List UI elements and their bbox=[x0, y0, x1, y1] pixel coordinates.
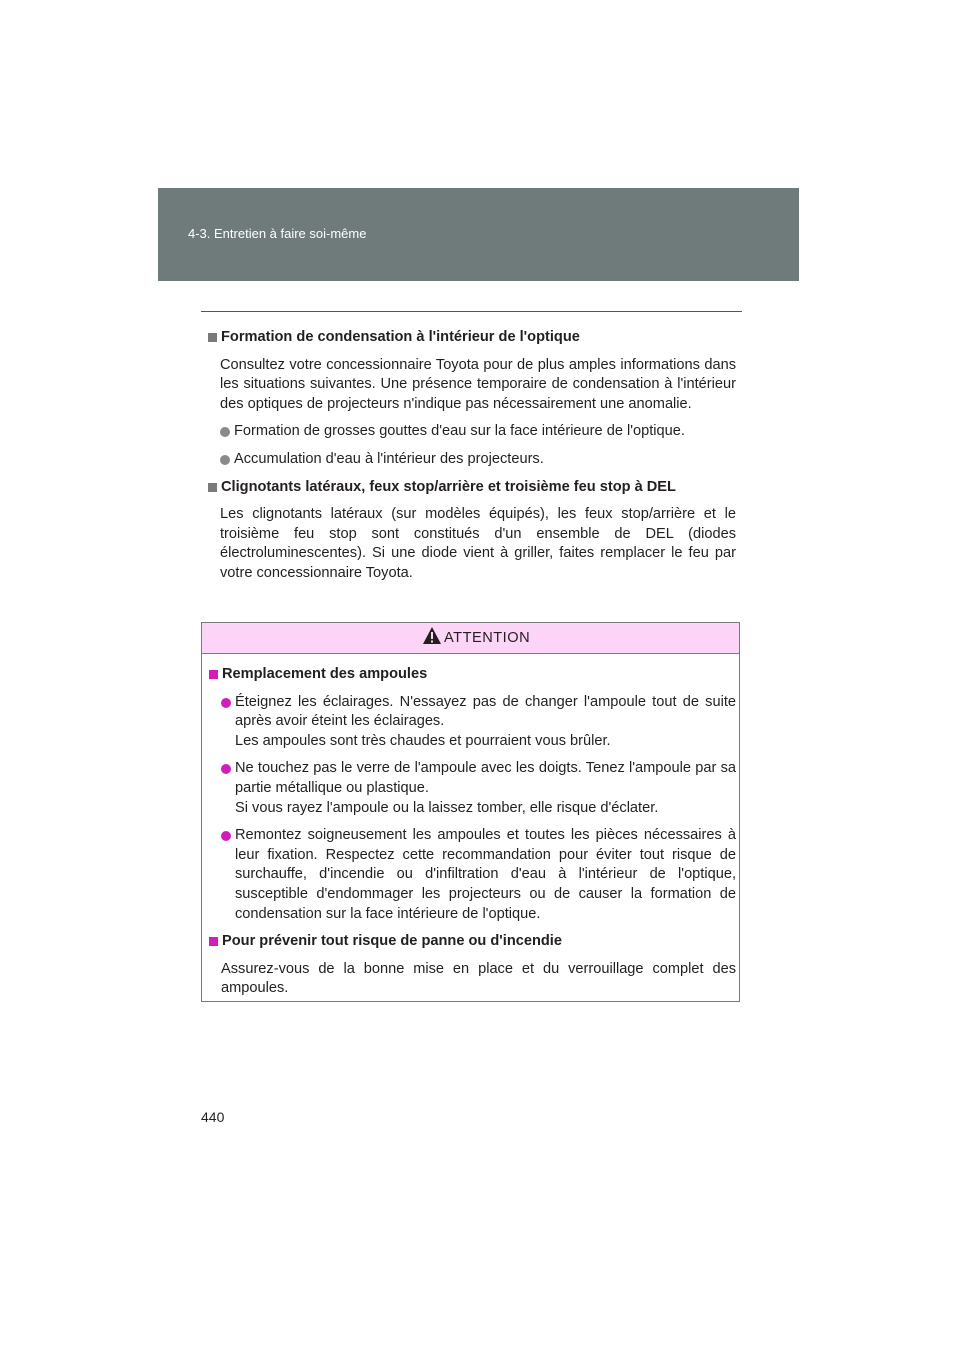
section-header bbox=[158, 188, 799, 281]
list-item bbox=[220, 450, 736, 470]
page-number: 440 bbox=[201, 1109, 225, 1125]
square-bullet-icon bbox=[209, 937, 218, 946]
paragraph: Consultez votre concessionnaire Toyota pour de plus amples informations dans les situations suivantes. Une présence temporaire de condensation à l'intérieur des optiques de projecteurs n'indique pas nécessairement une anomalie. bbox=[220, 356, 736, 412]
list-item-text: Ne touchez pas le verre de l'ampoule avec les doigts. Tenez l'ampoule par sa partie métallique ou plastique. bbox=[235, 760, 736, 796]
circle-bullet-icon bbox=[220, 427, 230, 437]
heading-text: Formation de condensation à l'intérieur de l'optique bbox=[221, 329, 580, 345]
list-item bbox=[220, 422, 736, 442]
heading-text: Pour prévenir tout risque de panne ou d'incendie bbox=[222, 933, 562, 950]
attention-title: ATTENTION bbox=[444, 630, 531, 646]
attention-header bbox=[202, 623, 739, 654]
section-title: 4-3. Entretien à faire soi-même bbox=[188, 226, 367, 241]
list-item bbox=[221, 693, 736, 752]
paragraph: Les clignotants latéraux (sur modèles équipés), les feux stop/arrière et le troisième feu stop sont constitués d'un ensemble de DEL (diodes électroluminescentes). Si une diode vient à griller, faites remplacer le feu par votre concessionnaire Toyota. bbox=[220, 506, 736, 581]
divider bbox=[201, 311, 742, 312]
circle-bullet-icon bbox=[221, 764, 231, 774]
list-item-text: Accumulation d'eau à l'intérieur des projecteurs. bbox=[234, 450, 544, 467]
attention-box bbox=[201, 622, 740, 1002]
main-content bbox=[208, 328, 736, 592]
list-item-text: Éteignez les éclairages. N'essayez pas de changer l'ampoule tout de suite après avoir éteint les éclairages. bbox=[235, 693, 736, 730]
list-item-text: Formation de grosses gouttes d'eau sur la face intérieure de l'optique. bbox=[234, 423, 685, 440]
heading-text: Clignotants latéraux, feux stop/arrière et troisième feu stop à DEL bbox=[221, 478, 676, 495]
attention-content bbox=[209, 665, 736, 1007]
list-item bbox=[221, 759, 736, 818]
attention-heading bbox=[209, 932, 736, 952]
list-item bbox=[221, 826, 736, 924]
list-item-text: Remontez soigneusement les ampoules et toutes les pièces nécessaires à leur fixation. Respectez cette recommandation pour éviter tout risque de surchauffe, d'incendie ou d'infiltration d'eau à l'intérieur de l'optique, susceptible d'endommager les projecteurs ou de causer la formation de condensation sur la face intérieure de l'optique. bbox=[235, 827, 736, 922]
section-heading bbox=[208, 478, 736, 498]
circle-bullet-icon bbox=[221, 831, 231, 841]
square-bullet-icon bbox=[208, 483, 217, 492]
attention-heading bbox=[209, 665, 736, 685]
paragraph: Assurez-vous de la bonne mise en place et du verrouillage complet des ampoules. bbox=[221, 960, 736, 997]
list-item-text: Si vous rayez l'ampoule ou la laissez tomber, elle risque d'éclater. bbox=[235, 799, 659, 816]
warning-triangle-icon bbox=[422, 626, 442, 646]
list-item-text: Les ampoules sont très chaudes et pourraient vous brûler. bbox=[235, 732, 611, 749]
section-heading bbox=[208, 328, 736, 348]
circle-bullet-icon bbox=[221, 698, 231, 708]
circle-bullet-icon bbox=[220, 455, 230, 465]
square-bullet-icon bbox=[209, 670, 218, 679]
square-bullet-icon bbox=[208, 333, 217, 342]
heading-text: Remplacement des ampoules bbox=[222, 666, 428, 682]
